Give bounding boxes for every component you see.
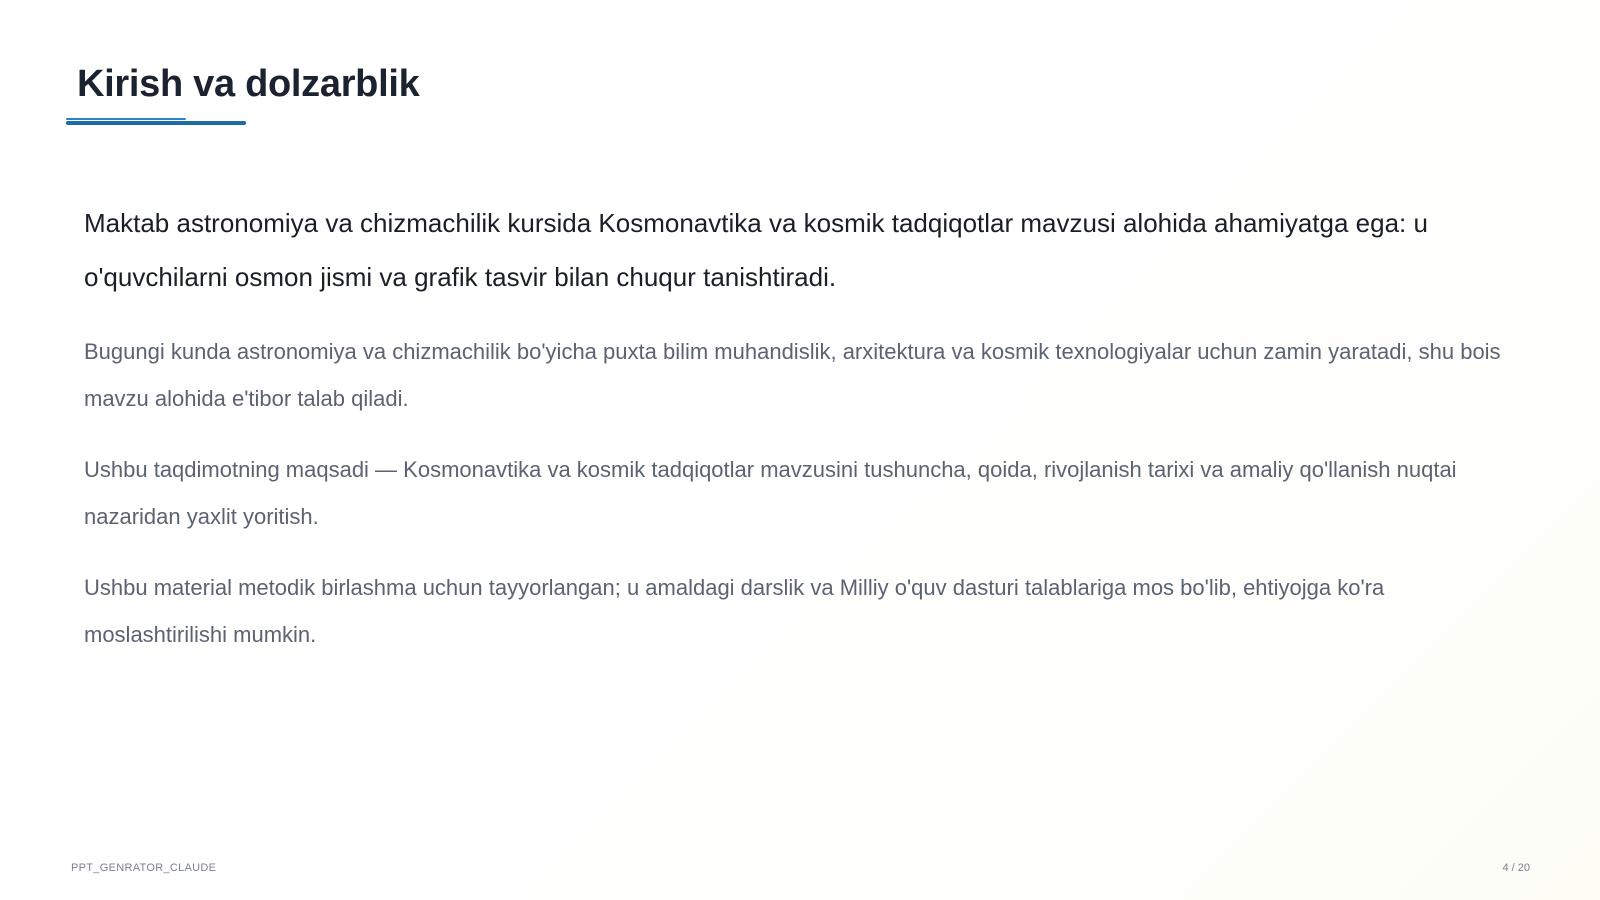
page-indicator: 4 / 20 xyxy=(1502,862,1530,874)
footer-brand: PPT_GENRATOR_CLAUDE xyxy=(71,862,217,874)
lead-paragraph: Maktab astronomiya va chizmachilik kursida Kosmonavtika va kosmik tadqiqotlar mavzusi alohida ahamiyatga ega: u o'quvchilarni osmon jismi va grafik tasvir bilan chuqur tanishtiradi. xyxy=(84,208,1428,292)
body-paragraph-1: Bugungi kunda astronomiya va chizmachilik bo'yicha puxta bilim muhandislik, arxitektura va kosmik texnologiyalar uchun zamin yaratadi, shu bois mavzu alohida e'tibor talab qiladi. xyxy=(84,339,1501,411)
body-paragraph-2: Ushbu taqdimotning maqsadi — Kosmonavtika va kosmik tadqiqotlar mavzusini tushuncha, qoida, rivojlanish tarixi va amaliy qo'llanish nuqtai nazaridan yaxlit yoritish. xyxy=(84,457,1457,529)
body-paragraph-3: Ushbu material metodik birlashma uchun tayyorlangan; u amaldagi darslik va Milliy o'quv dasturi talablariga mos bo'lib, ehtiyojga ko'ra moslashtirilishi mumkin. xyxy=(84,575,1385,647)
title-accent-rule xyxy=(66,121,246,125)
slide-title: Kirish va dolzarblik xyxy=(77,63,420,105)
slide-body xyxy=(84,196,1524,682)
